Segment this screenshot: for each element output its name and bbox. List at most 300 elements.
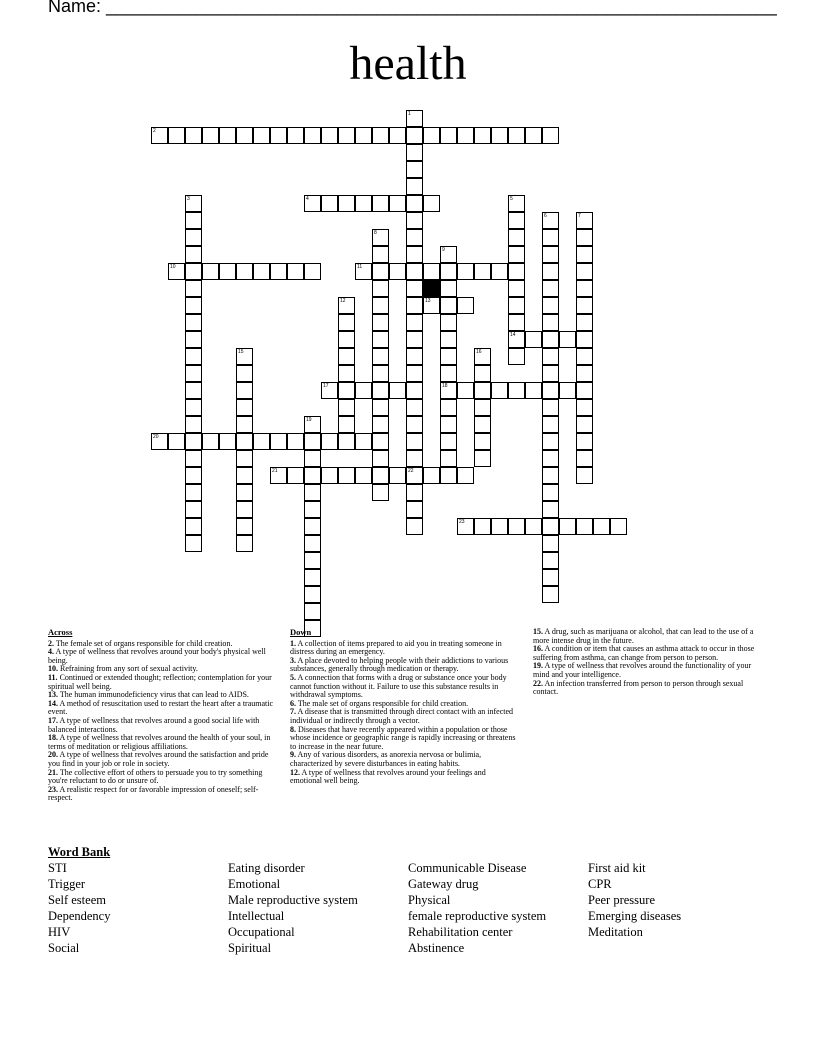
crossword-cell[interactable] [440,127,457,144]
clue-item [48,700,276,717]
page-title: health [349,37,467,90]
crossword-cell[interactable] [253,433,270,450]
crossword-cell[interactable] [576,280,593,297]
crossword-cell[interactable] [542,297,559,314]
crossword-cell[interactable] [576,399,593,416]
crossword-cell[interactable] [372,450,389,467]
crossword-cell[interactable] [576,348,593,365]
crossword-cell[interactable] [542,450,559,467]
crossword-cell[interactable] [270,433,287,450]
crossword-cell[interactable] [474,382,491,399]
crossword-cell[interactable] [253,127,270,144]
crossword-cell[interactable] [406,144,423,161]
crossword-cell[interactable] [219,433,236,450]
crossword-cell[interactable] [542,535,559,552]
crossword-cell[interactable] [372,314,389,331]
word-bank-item: Self esteem [48,893,106,907]
crossword-cell[interactable] [576,365,593,382]
crossword-cell[interactable] [338,399,355,416]
crossword-cell[interactable] [389,195,406,212]
crossword-cell[interactable] [542,501,559,518]
name-line[interactable]: Name: ___________________________________________________________________ [48,0,777,16]
crossword-cell[interactable] [406,450,423,467]
crossword-cell[interactable] [457,467,474,484]
crossword-cell[interactable] [372,331,389,348]
clue-item [533,662,761,679]
crossword-cell[interactable] [508,127,525,144]
crossword-cell[interactable] [542,552,559,569]
crossword-cell[interactable] [559,382,576,399]
crossword-cell[interactable] [321,382,338,399]
word-bank-column-4 [588,860,681,940]
crossword-cell[interactable] [440,297,457,314]
crossword-cell[interactable] [423,195,440,212]
crossword-cell[interactable] [304,450,321,467]
crossword-cell[interactable] [542,399,559,416]
crossword-cell[interactable] [185,484,202,501]
crossword-cell[interactable] [372,433,389,450]
crossword-cell[interactable] [236,467,253,484]
clue-item-text: A condition or item that causes an asthma attack to occur in those suffering from asthma, can change from person to person. [533,644,755,662]
crossword-cell[interactable] [185,314,202,331]
crossword-cell[interactable] [287,127,304,144]
crossword-cell[interactable] [457,518,474,535]
crossword-cell[interactable] [219,263,236,280]
crossword-cell[interactable] [372,365,389,382]
crossword-cell[interactable] [440,331,457,348]
clue-item-text: The male set of organs responsible for child creation. [296,698,469,708]
clue-item-text: A method of resuscitation used to restart the heart after a traumatic event. [48,698,274,717]
crossword-cell[interactable] [491,127,508,144]
crossword-cell[interactable] [508,297,525,314]
crossword-cell[interactable] [372,195,389,212]
clue-item [48,734,276,751]
clue-item [290,708,518,725]
crossword-cell[interactable] [508,314,525,331]
crossword-cell[interactable] [304,586,321,603]
crossword-cell[interactable] [406,331,423,348]
clue-item [48,717,276,734]
crossword-cell[interactable] [576,467,593,484]
crossword-cell[interactable] [185,229,202,246]
crossword-cell[interactable] [440,450,457,467]
crossword-cell[interactable] [236,399,253,416]
crossword-cell[interactable] [542,212,559,229]
crossword-cell[interactable] [202,433,219,450]
crossword-cell[interactable] [338,365,355,382]
crossword-cell[interactable] [474,365,491,382]
crossword-cell[interactable] [576,433,593,450]
crossword-cell[interactable] [406,178,423,195]
crossword-cell[interactable] [508,263,525,280]
crossword-cell[interactable] [576,331,593,348]
crossword-cell[interactable] [389,263,406,280]
crossword-cell[interactable] [372,399,389,416]
crossword-cell[interactable] [491,382,508,399]
crossword-cell[interactable] [355,433,372,450]
word-bank-item: Spiritual [228,941,272,955]
crossword-cell[interactable] [372,416,389,433]
crossword-cell[interactable] [287,263,304,280]
crossword-cell[interactable] [406,433,423,450]
crossword-cell[interactable] [185,365,202,382]
crossword-cell[interactable] [406,280,423,297]
crossword-cell[interactable] [151,433,168,450]
crossword-cell[interactable] [406,484,423,501]
crossword-cell[interactable] [525,127,542,144]
crossword-cell[interactable] [185,212,202,229]
crossword-cell[interactable] [542,586,559,603]
crossword-cell[interactable] [525,331,542,348]
crossword-cell[interactable] [304,467,321,484]
crossword-cell[interactable] [355,127,372,144]
crossword-cell[interactable] [372,127,389,144]
crossword-cell[interactable] [236,263,253,280]
crossword-cell[interactable] [542,314,559,331]
crossword-cell[interactable] [576,382,593,399]
crossword-cell[interactable] [406,229,423,246]
crossword-cell[interactable] [440,263,457,280]
crossword-cell[interactable] [491,263,508,280]
word-bank-column-3 [408,860,546,956]
crossword-cell[interactable] [202,263,219,280]
crossword-cell[interactable] [576,297,593,314]
word-bank-column-1 [48,860,110,956]
crossword-cell[interactable] [406,348,423,365]
crossword-cell[interactable] [474,263,491,280]
clue-number: 20 [153,434,159,440]
crossword-cell[interactable] [389,127,406,144]
crossword-cell[interactable] [457,127,474,144]
crossword-cell[interactable] [406,127,423,144]
crossword-cell[interactable] [508,195,525,212]
crossword-cell[interactable] [457,263,474,280]
crossword-cell[interactable] [406,263,423,280]
crossword-cell[interactable] [372,246,389,263]
clue-item-text: The collective effort of others to persuade you to try something you're reluctant to do or unsure of. [48,767,263,786]
crossword-cell[interactable] [338,348,355,365]
crossword-cell[interactable] [576,263,593,280]
crossword-cell[interactable] [508,518,525,535]
crossword-cell[interactable] [508,246,525,263]
crossword-cell[interactable] [219,127,236,144]
word-bank-item: Eating disorder [228,861,305,875]
crossword-cell[interactable] [406,416,423,433]
crossword-cell[interactable] [236,484,253,501]
clue-item [533,645,761,662]
crossword-cell[interactable] [185,399,202,416]
crossword-cell[interactable] [406,467,423,484]
crossword-cell[interactable] [542,416,559,433]
crossword-cell[interactable] [406,212,423,229]
crossword-cell[interactable] [304,603,321,620]
word-bank-item: Abstinence [408,941,465,955]
crossword-cell[interactable] [474,433,491,450]
crossword-cell[interactable] [185,416,202,433]
crossword-cell[interactable] [168,263,185,280]
crossword-cell[interactable] [236,382,253,399]
crossword-cell[interactable] [287,467,304,484]
crossword-cell[interactable] [474,450,491,467]
word-bank-item: CPR [588,877,612,891]
crossword-cell[interactable] [236,535,253,552]
crossword-cell[interactable] [406,110,423,127]
crossword-cell[interactable] [185,297,202,314]
clue-item-number: 3. [290,655,296,665]
crossword-cell[interactable] [440,433,457,450]
crossword-cell[interactable] [593,518,610,535]
crossword-cell[interactable] [610,518,627,535]
clue-item-number: 7. [290,707,296,717]
crossword-cell[interactable] [406,399,423,416]
clue-number: 5 [510,196,513,202]
crossword-cell[interactable] [185,501,202,518]
clue-item-number: 14. [48,698,58,708]
crossword-cell[interactable] [576,518,593,535]
clue-number: 9 [442,247,445,253]
crossword-cell[interactable] [576,246,593,263]
crossword-cell[interactable] [406,297,423,314]
crossword-cell[interactable] [304,535,321,552]
crossword-cell[interactable] [338,382,355,399]
crossword-cell[interactable] [236,433,253,450]
crossword-cell[interactable] [185,450,202,467]
crossword-cell[interactable] [151,127,168,144]
crossword-cell[interactable] [406,195,423,212]
crossword-cell[interactable] [542,433,559,450]
crossword-cell[interactable] [440,416,457,433]
crossword-cell[interactable] [321,195,338,212]
crossword-cell[interactable] [576,212,593,229]
clue-item-number: 8. [290,724,296,734]
crossword-cell[interactable] [202,127,219,144]
crossword-cell[interactable] [304,484,321,501]
crossword-cell[interactable] [406,314,423,331]
crossword-cell[interactable] [236,365,253,382]
crossword-cell[interactable] [474,518,491,535]
crossword-cell[interactable] [338,314,355,331]
crossword-cell[interactable] [304,263,321,280]
crossword-cell[interactable] [474,416,491,433]
crossword-cell[interactable] [406,501,423,518]
crossword-cell[interactable] [355,467,372,484]
crossword-cell[interactable] [542,518,559,535]
crossword-cell[interactable] [440,314,457,331]
crossword-cell[interactable] [304,552,321,569]
crossword-cell[interactable] [542,484,559,501]
crossword-cell[interactable] [168,127,185,144]
crossword-cell[interactable] [440,246,457,263]
clue-item-number: 5. [290,672,296,682]
crossword-cell[interactable] [457,297,474,314]
crossword-cell[interactable] [338,433,355,450]
crossword-cell[interactable] [185,467,202,484]
crossword-cell[interactable] [185,433,202,450]
crossword-cell[interactable] [185,246,202,263]
word-bank-item: Peer pressure [588,893,655,907]
crossword-cell[interactable] [236,416,253,433]
crossword-cell[interactable] [372,484,389,501]
clue-item [48,769,276,786]
clue-item [48,674,276,691]
clue-item-text: A type of wellness that revolves around the functionality of your mind and your intelligence. [533,661,752,679]
crossword-cell[interactable] [304,195,321,212]
crossword-cell[interactable] [542,365,559,382]
crossword-cell[interactable] [508,331,525,348]
crossword-cell[interactable] [372,263,389,280]
clue-item-text: A type of wellness that revolves around your feelings and emotional well being. [290,767,486,786]
crossword-cell[interactable] [508,212,525,229]
crossword-cell[interactable] [355,382,372,399]
crossword-cell[interactable] [304,416,321,433]
clue-item-text: A collection of items prepared to aid you in treating someone in distress during an emergency. [290,638,502,657]
crossword-cell[interactable] [355,263,372,280]
crossword-cell[interactable] [542,331,559,348]
crossword-cell[interactable] [185,195,202,212]
clue-item-number: 13. [48,690,58,700]
crossword-cell[interactable] [236,518,253,535]
crossword-cell[interactable] [542,467,559,484]
word-bank-item: Emotional [228,877,281,891]
crossword-cell[interactable] [508,280,525,297]
crossword-cell[interactable] [406,365,423,382]
crossword-cell[interactable] [559,331,576,348]
crossword-cell[interactable] [372,229,389,246]
crossword-cell[interactable] [236,501,253,518]
word-bank-item: Emerging diseases [588,909,682,923]
crossword-cell[interactable] [338,331,355,348]
word-bank-item: female reproductive system [408,909,547,923]
crossword-cell[interactable] [542,569,559,586]
crossword-cell[interactable] [304,433,321,450]
crossword-cell[interactable] [355,195,372,212]
clue-item-number: 18. [48,733,58,743]
crossword-cell[interactable] [338,127,355,144]
word-bank-title: Word Bank [48,845,111,859]
clue-item-number: 6. [290,698,296,708]
crossword-cell[interactable] [525,518,542,535]
crossword-cell[interactable] [287,433,304,450]
crossword-cell[interactable] [270,127,287,144]
crossword-cell[interactable] [423,467,440,484]
crossword-cell[interactable] [236,127,253,144]
crossword-cell[interactable] [474,127,491,144]
crossword-cell[interactable] [440,348,457,365]
crossword-cell[interactable] [304,569,321,586]
clue-item [290,769,518,786]
crossword-cell[interactable] [389,467,406,484]
crossword-cell[interactable] [423,127,440,144]
crossword-cell[interactable] [406,518,423,535]
crossword-cell[interactable] [185,331,202,348]
crossword-cell[interactable] [304,127,321,144]
crossword-cell[interactable] [474,348,491,365]
crossword-cell[interactable] [525,382,542,399]
crossword-cell[interactable] [542,246,559,263]
crossword-cell[interactable] [236,348,253,365]
crossword-cell[interactable] [542,348,559,365]
crossword-cell[interactable] [321,433,338,450]
crossword-cell[interactable] [372,382,389,399]
crossword-cell[interactable] [185,280,202,297]
clue-item-number: 21. [48,767,58,777]
crossword-cell[interactable] [304,518,321,535]
crossword-cell[interactable] [372,348,389,365]
crossword-cell[interactable] [253,263,270,280]
crossword-cell[interactable] [474,399,491,416]
clue-number: 11 [357,264,363,270]
crossword-cell[interactable] [185,382,202,399]
crossword-cell[interactable] [304,501,321,518]
crossword-cell[interactable] [440,280,457,297]
crossword-cell[interactable] [185,127,202,144]
crossword-cell[interactable] [372,467,389,484]
crossword-cell[interactable] [168,433,185,450]
crossword-cell[interactable] [423,263,440,280]
crossword-cell[interactable] [423,297,440,314]
crossword-cell[interactable] [559,518,576,535]
crossword-cell[interactable] [338,416,355,433]
crossword-cell[interactable] [185,348,202,365]
crossword-cell[interactable] [542,382,559,399]
crossword-cell[interactable] [576,450,593,467]
crossword-cell[interactable] [508,229,525,246]
crossword-cell[interactable] [372,280,389,297]
clue-item [533,680,761,697]
crossword-cell[interactable] [270,467,287,484]
word-bank-item: STI [48,861,67,875]
crossword-cell[interactable] [372,297,389,314]
down-heading: Down [290,627,312,637]
crossword-cell[interactable] [440,382,457,399]
crossword-cell[interactable] [236,450,253,467]
crossword-cell[interactable] [576,416,593,433]
crossword-cell[interactable] [542,127,559,144]
crossword-cell[interactable] [185,518,202,535]
crossword-cell[interactable] [406,382,423,399]
crossword-cell[interactable] [576,314,593,331]
crossword-cell[interactable] [338,467,355,484]
crossword-cell[interactable] [542,229,559,246]
crossword-cell[interactable] [270,263,287,280]
crossword-cell[interactable] [321,127,338,144]
crossword-cell[interactable] [440,365,457,382]
crossword-cell[interactable] [542,263,559,280]
crossword-cell[interactable] [406,246,423,263]
crossword-cell[interactable] [508,348,525,365]
crossword-cell[interactable] [457,382,474,399]
word-bank-item: Intellectual [228,909,285,923]
crossword-cell[interactable] [576,229,593,246]
crossword-cell[interactable] [508,382,525,399]
crossword-cell[interactable] [185,263,202,280]
crossword-cell[interactable] [338,297,355,314]
clue-item-text: Any of various disorders, as anorexia nervosa or bulimia, characterized by severe disturbances in eating habits. [290,750,482,768]
crossword-cell[interactable] [338,195,355,212]
crossword-cell[interactable] [491,518,508,535]
crossword-cell[interactable] [440,399,457,416]
crossword-cell[interactable] [389,382,406,399]
crossword-cell[interactable] [185,535,202,552]
clue-item-text: Diseases that have recently appeared within a population or those whose incidence or geographic range is rapidly increasing or threatens to increase in the near future. [290,724,516,751]
clue-item-text: A type of wellness that revolves around a good social life with balanced interactions. [48,715,260,734]
crossword-cell[interactable] [440,467,457,484]
clue-number: 13 [425,298,431,304]
crossword-cell[interactable] [542,280,559,297]
clue-item-number: 1. [290,638,296,648]
crossword-cell[interactable] [406,161,423,178]
crossword-cell[interactable] [321,467,338,484]
